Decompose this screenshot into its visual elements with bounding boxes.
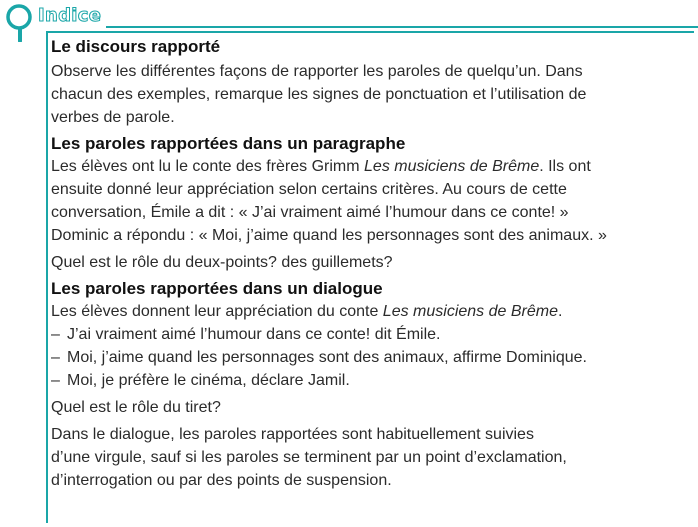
closing-line-1: Dans le dialogue, les paroles rapportées sont habituellement suivies xyxy=(51,426,534,443)
paragraph-line-2: ensuite donné leur appréciation selon certains critères. Au cours de cette xyxy=(51,181,567,198)
dialogue-line xyxy=(51,346,691,369)
paragraph-line-1 xyxy=(51,155,691,178)
dialogue-line xyxy=(51,323,691,346)
book-title-2: Les musiciens de Brême xyxy=(382,303,558,320)
dialogue-line-text: Moi, je préfère le cinéma, déclare Jamil. xyxy=(67,372,350,389)
section-heading-discours: Le discours rapporté xyxy=(51,37,221,56)
closing-line-3: d’interrogation ou par des points de suspension. xyxy=(51,472,392,489)
paragraph-line-3: conversation, Émile a dit : « J’ai vraiment aimé l’humour dans ce conte! » xyxy=(51,204,569,221)
hint-content xyxy=(51,36,691,492)
magnifier-icon xyxy=(2,2,40,42)
dialogue-intro xyxy=(51,300,691,323)
dialogue-line-text: Moi, j’aime quand les personnages sont des animaux, affirme Dominique. xyxy=(67,349,587,366)
paragraph-line-4: Dominic a répondu : « Moi, j’aime quand les personnages sont des animaux. » xyxy=(51,227,607,244)
closing-line-2: d’une virgule, sauf si les paroles se terminent par un point d’exclamation, xyxy=(51,449,567,466)
intro-line-1: Observe les différentes façons de rapporter les paroles de quelqu’un. Dans xyxy=(51,63,583,80)
dialogue-dash: – xyxy=(51,326,60,343)
dialogue-line xyxy=(51,369,691,392)
intro-line-3: verbes de parole. xyxy=(51,109,175,126)
section-heading-paragraphe: Les paroles rapportées dans un paragraphe xyxy=(51,134,406,153)
section-heading-dialogue: Les paroles rapportées dans un dialogue xyxy=(51,279,383,298)
paragraph-line-1-text: Les élèves ont lu le conte des frères Grimm xyxy=(51,158,365,175)
question-tiret: Quel est le rôle du tiret? xyxy=(51,399,221,416)
paragraph-line-1-end: . Ils ont xyxy=(539,158,591,175)
dialogue-intro-text: Les élèves donnent leur appréciation du conte xyxy=(51,303,383,320)
dialogue-dash: – xyxy=(51,349,60,366)
intro-line-2: chacun des exemples, remarque les signes de ponctuation et l’utilisation de xyxy=(51,86,587,103)
book-title: Les musiciens de Brême xyxy=(364,158,540,175)
dialogue-line-text: J’ai vraiment aimé l’humour dans ce conte! dit Émile. xyxy=(67,326,441,343)
hint-title: Indice xyxy=(38,5,102,26)
dialogue-intro-end: . xyxy=(557,303,563,320)
dialogue-dash: – xyxy=(51,372,60,389)
header-rule xyxy=(106,26,698,28)
question-deux-points: Quel est le rôle du deux-points? des guillemets? xyxy=(51,254,393,271)
